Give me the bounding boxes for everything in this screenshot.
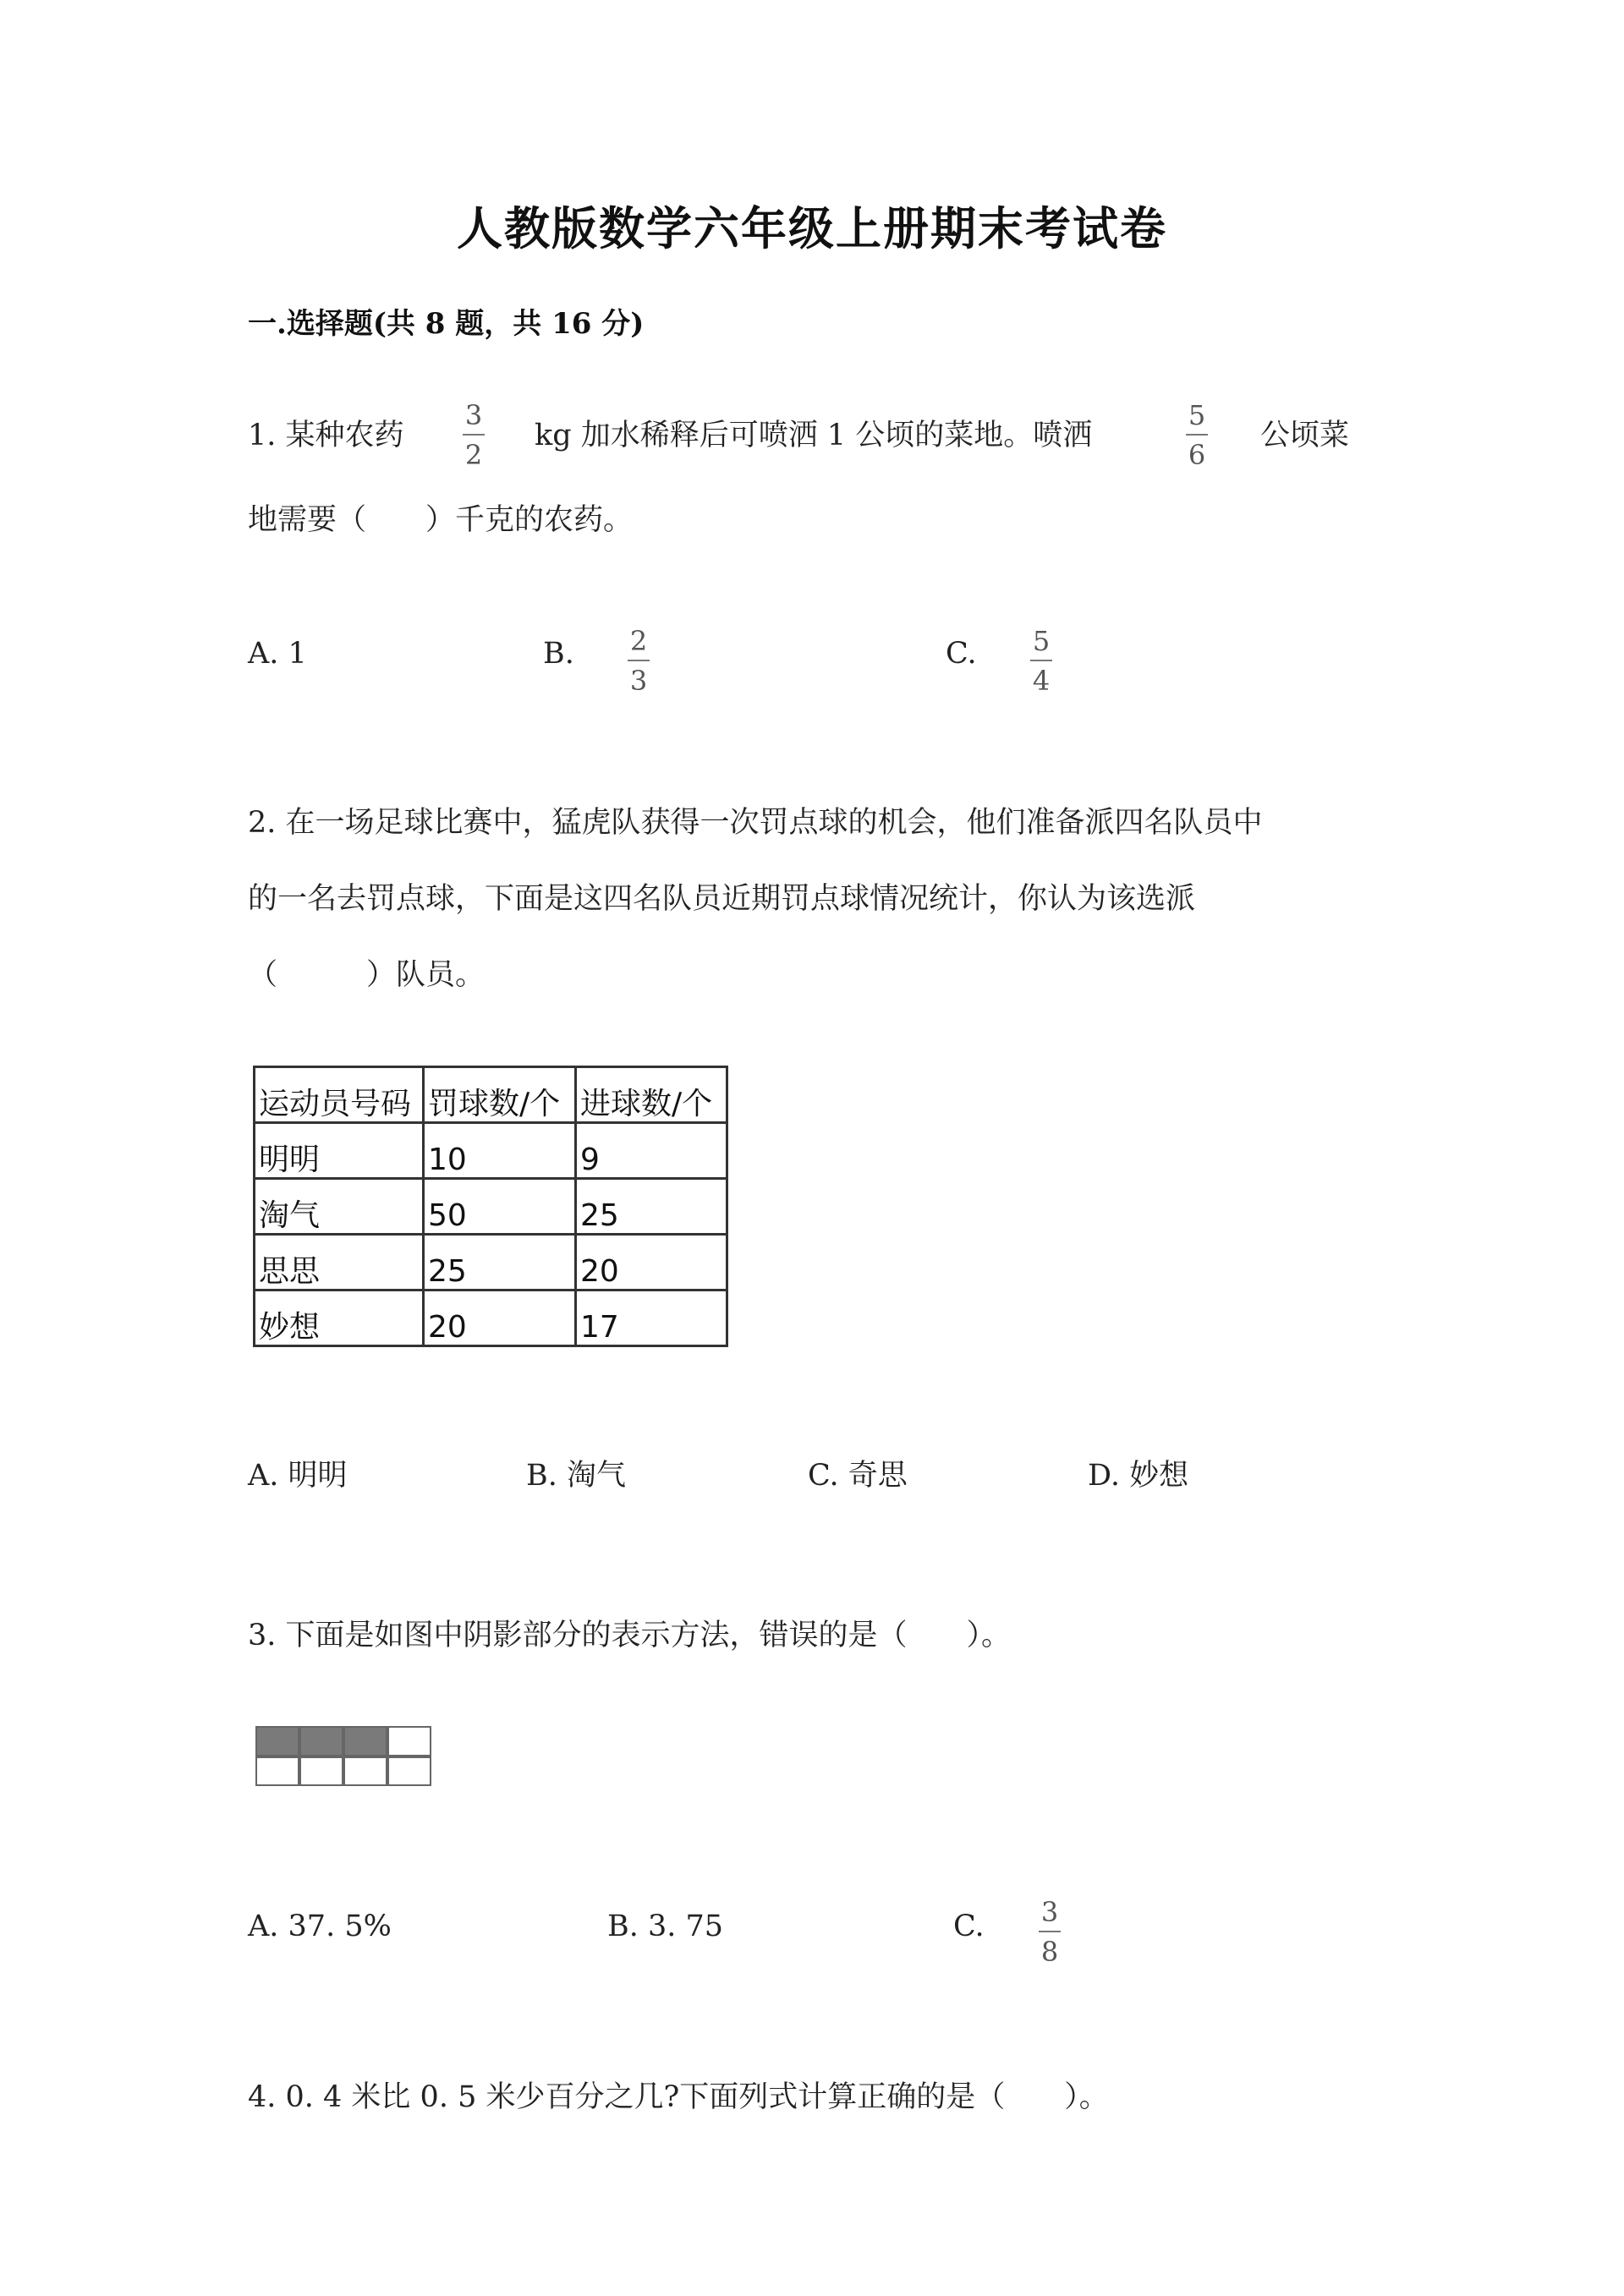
grid-cell [299, 1756, 343, 1787]
fraction-denominator: 6 [1188, 439, 1206, 471]
page-title: 人教版数学六年级上册期末考试卷 [457, 201, 1167, 255]
q2-option-d[interactable]: D. 妙想 [1088, 1459, 1189, 1493]
q3-text: 3. 下面是如图中阴影部分的表示方法，错误的是（ ）。 [248, 1619, 1012, 1652]
table-cell: 9 [576, 1123, 727, 1179]
fraction-numerator: 2 [629, 625, 648, 657]
fraction-bar [463, 434, 485, 436]
grid-cell-shaded [299, 1726, 343, 1756]
table-header-cell: 进球数/个 [576, 1067, 727, 1123]
q3-option-c-fraction [1039, 1896, 1061, 1968]
q1-option-c-fraction [1030, 625, 1052, 697]
table-cell: 10 [424, 1123, 576, 1179]
q1-fraction-1 [463, 399, 485, 471]
table-header-cell: 运动员号码 [255, 1067, 424, 1123]
table-cell: 50 [424, 1179, 576, 1235]
table-cell: 20 [576, 1235, 727, 1290]
fraction-denominator: 2 [464, 439, 483, 471]
section-heading: 一.选择题(共 8 题，共 16 分) [248, 307, 645, 341]
grid-cell [387, 1726, 431, 1756]
table-cell: 20 [424, 1290, 576, 1346]
q2-option-c[interactable]: C. 奇思 [808, 1459, 908, 1493]
q1-text-b: kg 加水稀释后可喷洒 1 公顷的菜地。喷洒 [535, 419, 1093, 452]
q2-text-line3: （ ）队员。 [248, 958, 486, 992]
table-row [255, 1179, 727, 1235]
table-row [255, 1290, 727, 1346]
q1-text-line2: 地需要（ ）千克的农药。 [248, 503, 634, 537]
grid-cell [255, 1756, 299, 1787]
table-cell: 淘气 [255, 1179, 424, 1235]
table-cell: 妙想 [255, 1290, 424, 1346]
fraction-denominator: 8 [1040, 1936, 1059, 1968]
grid-cell [343, 1756, 387, 1787]
q2-option-a[interactable]: A. 明明 [248, 1459, 348, 1493]
q1-text-a: 1. 某种农药 [248, 419, 404, 452]
fraction-bar [1039, 1931, 1061, 1932]
q3-option-a[interactable]: A. 37. 5% [248, 1910, 392, 1943]
table-cell: 思思 [255, 1235, 424, 1290]
q2-text-line1: 2. 在一场足球比赛中，猛虎队获得一次罚点球的机会，他们准备派四名队员中 [248, 806, 1263, 840]
table-cell: 25 [576, 1179, 727, 1235]
table-row [255, 1123, 727, 1179]
q1-fraction-2 [1186, 399, 1208, 471]
fraction-bar [1186, 434, 1208, 436]
grid-cell-shaded [255, 1726, 299, 1756]
q1-option-a[interactable]: A. 1 [248, 637, 307, 671]
table-header-cell: 罚球数/个 [424, 1067, 576, 1123]
table-cell: 17 [576, 1290, 727, 1346]
q3-option-b[interactable]: B. 3. 75 [607, 1910, 724, 1943]
stats-table [253, 1066, 728, 1347]
table-cell: 明明 [255, 1123, 424, 1179]
fraction-numerator: 3 [1040, 1896, 1059, 1928]
q3-option-c-label[interactable]: C. [953, 1910, 985, 1943]
fraction-denominator: 3 [629, 665, 648, 697]
grid-cell [387, 1756, 431, 1787]
table-header-row [255, 1067, 727, 1123]
q1-option-b-label[interactable]: B. [543, 637, 574, 671]
fraction-bar [1030, 660, 1052, 661]
shaded-grid-figure [255, 1726, 431, 1786]
q2-option-b[interactable]: B. 淘气 [526, 1459, 626, 1493]
grid-cell-shaded [343, 1726, 387, 1756]
table-row [255, 1235, 727, 1290]
fraction-denominator: 4 [1032, 665, 1051, 697]
q1-option-c-label[interactable]: C. [946, 637, 977, 671]
q1-text-c: 公顷菜 [1260, 419, 1350, 452]
fraction-numerator: 5 [1188, 399, 1206, 431]
table-cell: 25 [424, 1235, 576, 1290]
fraction-bar [628, 660, 650, 661]
q1-option-b-fraction [628, 625, 650, 697]
q2-text-line2: 的一名去罚点球，下面是这四名队员近期罚点球情况统计，你认为该选派 [248, 882, 1196, 916]
fraction-numerator: 3 [464, 399, 483, 431]
q4-text: 4. 0. 4 米比 0. 5 米少百分之几?下面列式计算正确的是（ ）。 [248, 2080, 1109, 2114]
fraction-numerator: 5 [1032, 625, 1051, 657]
